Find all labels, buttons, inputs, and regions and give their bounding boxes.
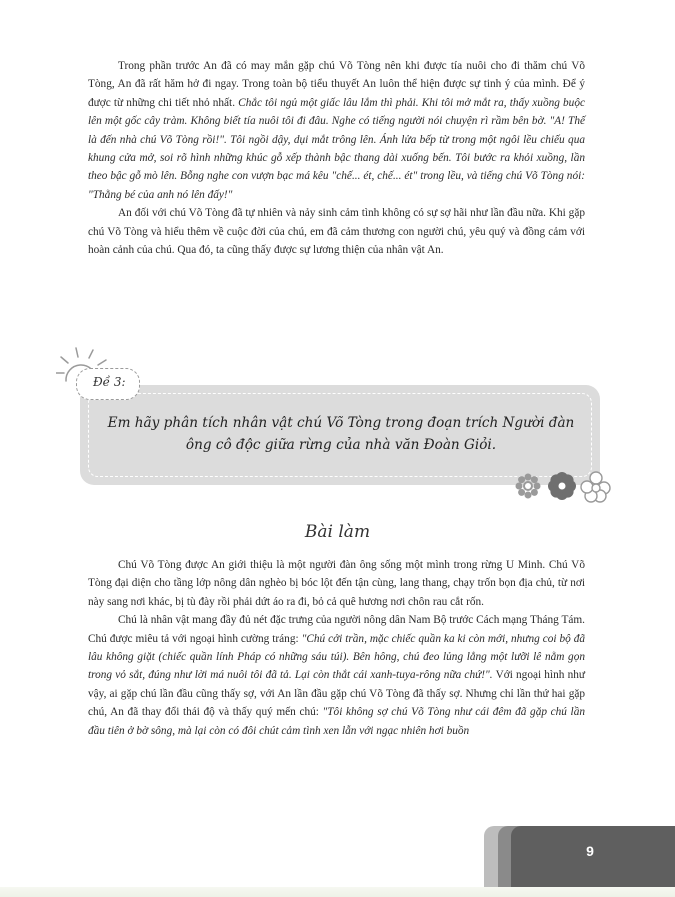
intro-p1-text: Trong phần trước An đã có may mắn gặp chú Võ Tòng nên khi được tía nuôi cho đi thăm chú Võ Tòng, An đã rất hăm hở đi ngay. Trong toàn bộ tiểu thuyết An luôn thể hiện được sự tinh ý của mình. Để ý được từ những chi tiết nhỏ nhất. [88, 60, 585, 109]
intro-paragraph-1 [88, 57, 585, 204]
answer-paragraph-1: Chú Võ Tòng được An giới thiệu là một người đàn ông sống một mình trong rừng U Minh. Chú Võ Tòng đại diện cho tầng lớp nông dân nghèo bị bóc lột đến tận cùng, lang thang, chạy trốn bọn địa chủ, từ nơi này sang nơi khác, bị tù đày rồi phải dứt áo ra đi, bỏ cả quê hương nơi chôn rau cắt rốn. [88, 559, 585, 608]
answer-p2-text-a: Chú là nhân vật mang đầy đủ nét đặc trưng của người nông dân Nam Bộ trước Cách mạng Tháng Tám. Chú được miêu tả với ngoại hình cường tráng: [88, 614, 585, 645]
page-number: 9 [586, 843, 594, 859]
answer-p2-quote-1: "Chú cởi trần, mặc chiếc quần ka ki còn mới, nhưng coi bộ đã lâu không giặt (chiếc quần lính Pháp có những sáu túi). Bên hông, chú đeo lủng lẳng một lưỡi lê nằm gọn trong vỏ sắt, đúng như lời má nuôi tôi đã tả. Lại còn thắt cái xanh-tuya-rông nữa chứ!". [88, 632, 585, 682]
answer-p2-text-b: Với ngoại hình như vậy, ai gặp chú lần đầu cũng thấy sợ, với An lần đầu gặp chú Võ Tòng đã thấy sợ. Nhưng chỉ lần thứ hai gặp chú, An đã thay đổi thái độ và thấy quý mến chú: [88, 669, 585, 719]
answer-paragraph-2 [88, 611, 585, 740]
intro-p1-quote: Chắc tôi ngủ một giấc lâu lắm thì phải. Khi tôi mở mắt ra, thấy xuồng buộc lên một gốc cây tràm. Không biết tía nuôi tôi đi đâu. Nghe có tiếng người nói chuyện rì rầm bên bờ. "A! Thế là đến nhà chú Võ Tòng rồi!". Tôi ngồi dậy, dụi mắt trông lên. Ánh lửa bếp từ trong một ngôi lều chiếu qua khung cửa mở, soi rõ hình những khúc gỗ xếp thành bậc thang dài xuống bến. Tôi bước ra khỏi xuồng, lần theo bậc gỗ mò lên. Bỗng nghe con vượn bạc má kêu "chế... ét, chế... ét" trong lều, và tiếng chú Võ Tòng nói: "Thằng bé của anh nó lên đấy!" [88, 96, 585, 201]
exercise-label: Đề 3: [93, 375, 126, 389]
exercise-text: Em hãy phân tích nhân vật chú Võ Tòng trong đoạn trích Người đàn ông cô độc giữa rừng của nhà văn Đoàn Giỏi. [107, 415, 575, 453]
exercise-label-badge [76, 368, 140, 400]
answer-title: Bài làm [304, 522, 371, 542]
page-edge [0, 887, 675, 897]
intro-section [88, 57, 585, 259]
intro-paragraph-2: An đối với chú Võ Tòng đã tự nhiên và nảy sinh cảm tình không có sự sợ hãi như lần đầu nữa. Khi gặp chú Võ Tòng và hiểu thêm về cuộc đời của chú, em đã cảm thương con người chú, yêu quý và đồng cảm với hoàn cảnh của chú. Qua đó, ta cũng thấy được sự lương thiện của nhân vật An. [88, 207, 585, 257]
answer-section [88, 556, 585, 740]
answer-p2-quote-2: "Tôi không sợ chú Võ Tòng như cái đêm đã gặp chú lần đầu tiên ở bờ sông, mà lại còn có đôi chút cảm tình xen lẫn với ngạc nhiên hơi buồn [88, 706, 585, 737]
flower-icon [514, 468, 614, 504]
